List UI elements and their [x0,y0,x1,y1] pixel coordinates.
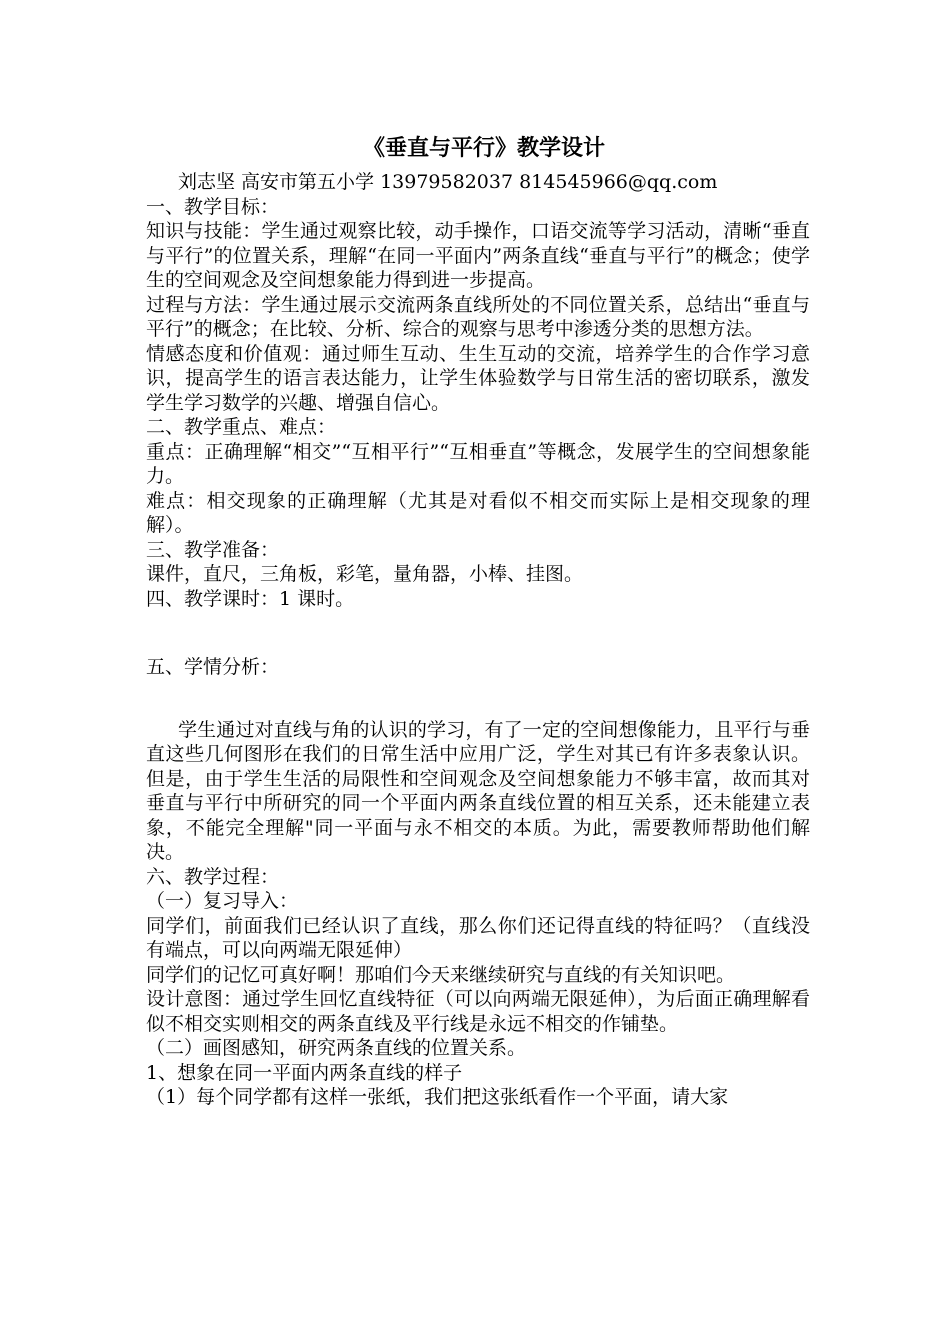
list-item-imagine-lines: 1、想象在同一平面内两条直线的样子 [146,1061,463,1084]
list-item-paper-plane: （1）每个同学都有这样一张纸，我们把这张纸看作一个平面，请大家 [146,1086,729,1108]
paragraph-review-question: 同学们，前面我们已经认识了直线，那么你们还记得直线的特征吗？（直线没有端点，可以向两端无限延伸） [146,914,810,961]
document-body [146,134,810,1110]
paragraph-knowledge-skills: 知识与技能：学生通过观察比较，动手操作，口语交流等学习活动，清晰“垂直与平行”的位置关系，理解“在同一平面内”两条直线“垂直与平行”的概念；使学生的空间观念及空间想象能力得到进一步提高。 [146,220,810,291]
paragraph-process-method: 过程与方法：学生通过展示交流两条直线所处的不同位置关系，总结出“垂直与平行”的概念；在比较、分析、综合的观察与思考中渗透分类的思想方法。 [146,293,810,340]
spacer [146,680,810,718]
paragraph-attitude-values: 情感态度和价值观：通过师生互动、生生互动的交流，培养学生的合作学习意识，提高学生的语言表达能力，让学生体验数学与日常生活的密切联系，激发学生学习数学的兴趣、增强自信心。 [146,342,810,414]
section-heading-teaching-process: 六、教学过程： [146,865,280,888]
paragraph-difficulty: 难点：相交现象的正确理解（尤其是对看似不相交而实际上是相交现象的理解）。 [146,489,810,536]
section-heading-preparation: 三、教学准备： [146,538,280,561]
paragraph-key-point: 重点：正确理解“相交”“互相平行”“互相垂直”等概念，发展学生的空间想象能力。 [146,440,810,487]
spacer [146,611,810,655]
document-title: 《垂直与平行》教学设计 [362,136,605,161]
subheading-review: （一）复习导入： [146,890,299,912]
section-heading-objectives: 一、教学目标： [146,195,280,218]
subheading-drawing: （二）画图感知，研究两条直线的位置关系。 [146,1037,527,1059]
paragraph-design-intent: 设计意图：通过学生回忆直线特征（可以向两端无限延伸），为后面正确理解看似不相交实则相交的两条直线及平行线是永远不相交的作铺垫。 [146,988,810,1035]
paragraph-student-analysis: 学生通过对直线与角的认识的学习，有了一定的空间想像能力，且平行与垂直这些几何图形在我们的日常生活中应用广泛，学生对其已有许多表象认识。但是，由于学生生活的局限性和空间观念及空间想象能力不够丰富，故而其对垂直与平行中所研究的同一个平面内两条直线位置的相互关系，还未能建立表象，不能完全理解"同一平面与永不相交的本质。为此，需要教师帮助他们解决。 [146,718,810,863]
section-heading-key-points: 二、教学重点、难点： [146,416,337,438]
section-heading-student-analysis: 五、学情分析： [146,656,280,678]
section-heading-class-hours: 四、教学课时：1 课时。 [146,587,355,610]
author-line: 刘志坚 高安市第五小学 13979582037 814545966@qq.com [178,171,718,193]
paragraph-review-praise: 同学们的记忆可真好啊！那咱们今天来继续研究与直线的有关知识吧。 [146,963,736,986]
paragraph-preparation: 课件，直尺，三角板，彩笔，量角器，小棒、挂图。 [146,563,584,585]
